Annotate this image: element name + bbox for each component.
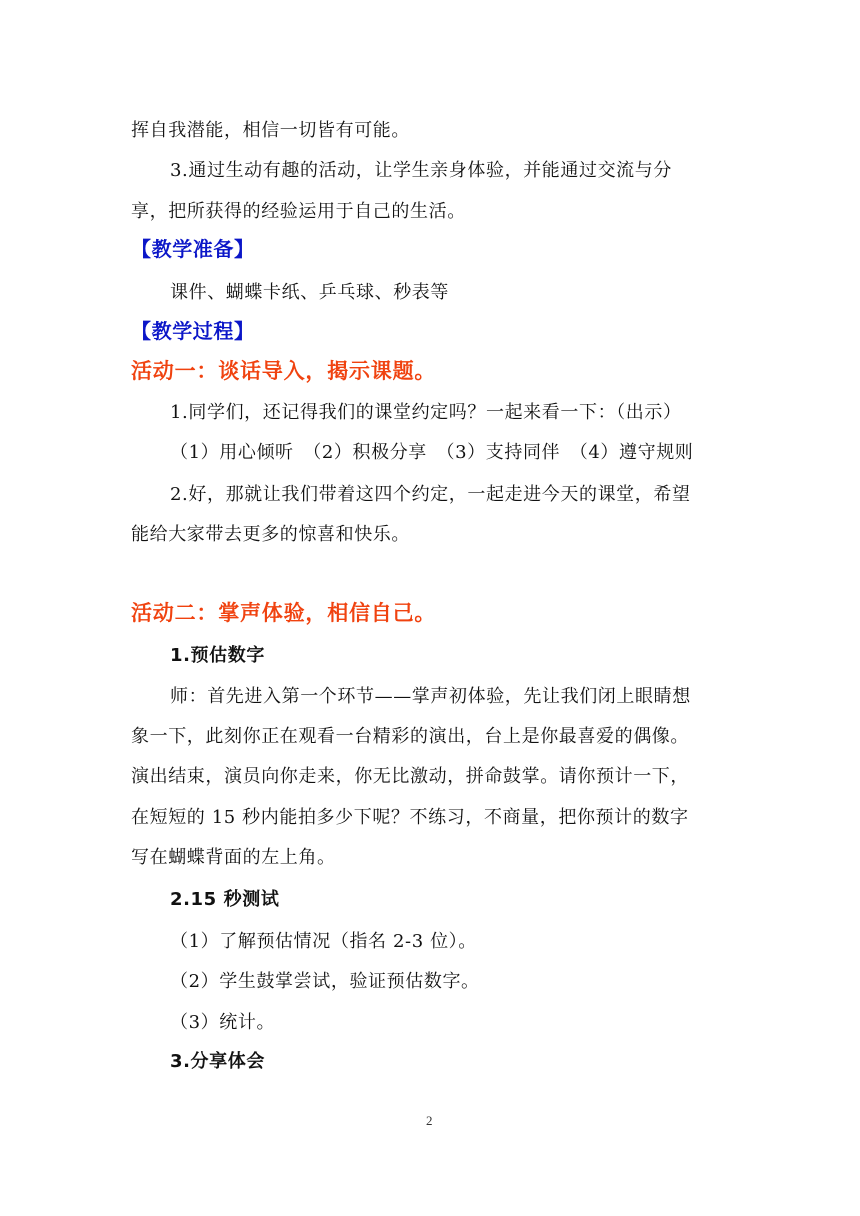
teacher-para-line-2: 象一下，此刻你正在观看一台精彩的演出，台上是你最喜爱的偶像。 [131,726,689,747]
subheading-estimate-number: 1.预估数字 [170,645,265,666]
heading-teaching-preparation: 【教学准备】 [131,237,255,261]
activity-one-step-2-line-1: 2.好，那就让我们带着这四个约定，一起走进今天的课堂，希望 [170,484,691,505]
test-step-2: （2）学生鼓掌尝试，验证预估数字。 [170,971,480,992]
preparation-materials: 课件、蝴蝶卡纸、乒乓球、秒表等 [170,282,449,303]
teacher-para-line-1: 师：首先进入第一个环节——掌声初体验，先让我们闭上眼睛想 [170,686,691,707]
test-step-3: （3）统计。 [170,1012,276,1033]
test-step-1: （1）了解预估情况（指名 2-3 位）。 [170,931,477,952]
subheading-share-experience: 3.分享体会 [170,1051,265,1072]
teacher-para-line-4: 在短短的 15 秒内能拍多少下呢？不练习，不商量，把你预计的数字 [131,807,689,828]
activity-one-step-2-line-2: 能给大家带去更多的惊喜和快乐。 [131,524,410,545]
classroom-agreements: （1）用心倾听 （2）积极分享 （3）支持同伴 （4）遵守规则 [170,442,694,463]
activity-one-heading: 活动一：谈话导入，揭示课题。 [131,359,437,383]
teacher-para-line-3: 演出结束，演员向你走来，你无比激动，拼命鼓掌。请你预计一下， [131,766,689,787]
paragraph-line: 挥自我潜能，相信一切皆有可能。 [131,120,410,141]
activity-two-heading: 活动二：掌声体验，相信自己。 [131,601,437,625]
activity-one-step-1: 1.同学们，还记得我们的课堂约定吗？一起来看一下：（出示） [170,402,682,423]
objective-3-line-1: 3.通过生动有趣的活动，让学生亲身体验，并能通过交流与分 [170,160,672,181]
objective-3-line-2: 享，把所获得的经验运用于自己的生活。 [131,201,466,222]
teacher-para-line-5: 写在蝴蝶背面的左上角。 [131,847,336,868]
subheading-15-second-test: 2.15 秒测试 [170,889,280,910]
heading-teaching-process: 【教学过程】 [131,319,255,343]
page-number: 2 [426,1113,433,1128]
